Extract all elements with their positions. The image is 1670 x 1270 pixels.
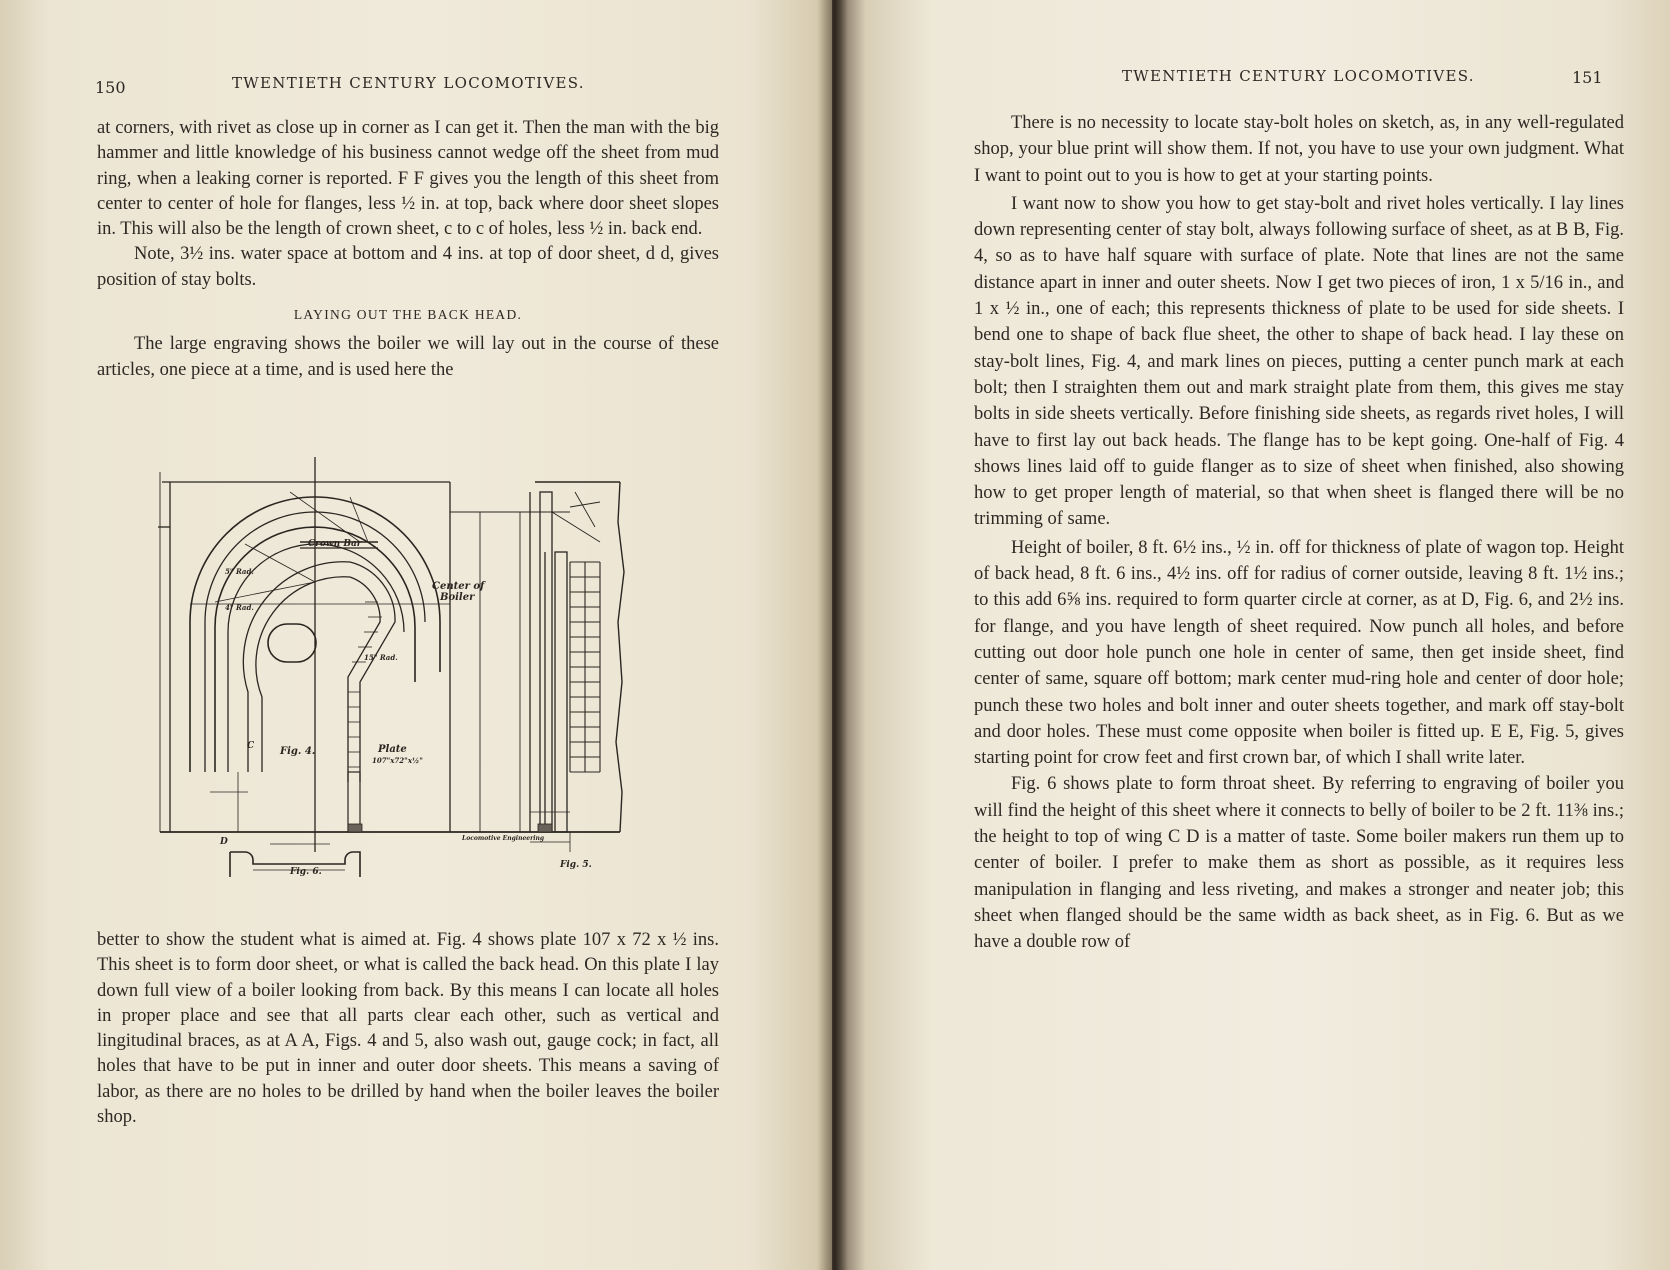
figure-label-rad2: 4" Rad. xyxy=(225,603,254,612)
right-text xyxy=(974,110,1624,956)
right-paragraph-2: I want now to show you how to get stay-bolt and rivet holes vertically. I lay lines down representing center of stay bolt, always following surface of sheet, as at B B, Fig. 4, so as to have half square with surface of plate. Note that lines are not the same distance apart in inner and outer sheets. Now I get two pieces of iron, 1 x 5/16 in., and 1 x ½ in., one of each; this represents thickness of plate to be used for side sheets. I bend one to shape of back flue sheet, the other to shape of back head. I lay these on stay-bolt lines, Fig. 4, and mark lines on pieces, putting a center punch mark at each bolt; then I straighten them out and mark straight plate from them, this gives me stay bolts in side sheets vertically. Before finishing side sheets, as regards rivet holes, I will have to first lay out back heads. The flange has to be kept going. One-half of Fig. 4 shows lines laid off to guide flanger as to size of sheet when finished, also showing how to get proper length of material, so that when sheet is flanged there will be no trimming of same. xyxy=(974,193,1624,530)
figure-label-fig5: Fig. 5. xyxy=(560,860,592,870)
figure-label-boiler: Boiler xyxy=(440,592,475,603)
figure-label-c: C xyxy=(247,741,255,751)
section-heading: LAYING OUT THE BACK HEAD. xyxy=(293,307,523,323)
left-text-top xyxy=(97,116,719,383)
left-page xyxy=(0,0,832,1270)
right-paragraph-1: There is no necessity to locate stay-bolt holes on sketch, as, in any well-regulated shop, your blue print will show them. If not, you have to use your own judgment. What I want to point out to you is how to get at your starting points. xyxy=(974,113,1624,186)
figure-label-plate-dims: 107"x72"x½" xyxy=(372,756,423,765)
left-page-number: 150 xyxy=(95,78,126,97)
boiler-back-head-figure xyxy=(150,452,670,892)
left-paragraph-4: better to show the student what is aimed at. Fig. 4 shows plate 107 x 72 x ½ ins. This sheet is to form door sheet, or what is called the back head. On this plate I lay down full view of a boiler looking from back. By this means I can locate all holes in proper place and see that all parts clear each other, such as vertical and lingitudinal braces, as at A A, Figs. 4 and 5, also wash out, gauge cock; in fact, all holes that have to be put in inner and outer door sheets. This means a saving of labor, as there are no holes to be drilled by hand when the boiler leaves the boiler shop. xyxy=(97,930,719,1128)
left-paragraph-3: The large engraving shows the boiler we will lay out in the course of these articles, one piece at a time, and is used here the xyxy=(97,334,719,380)
left-paragraph-2: Note, 3½ ins. water space at bottom and 4 ins. at top of door sheet, d d, gives position of stay bolts. xyxy=(97,244,719,290)
figure-label-center-of: Center of xyxy=(432,581,485,592)
book-gutter xyxy=(818,0,848,1270)
figure-label-credit: Locomotive Engineering xyxy=(462,835,545,842)
figure-label-rad3: 15" Rad. xyxy=(364,653,398,662)
right-running-head: TWENTIETH CENTURY LOCOMOTIVES. xyxy=(1122,67,1475,85)
figure-label-d: D xyxy=(220,837,228,847)
figure-label-rad1: 5" Rad. xyxy=(225,567,254,576)
figure-label-crown-bar: Crown Bar xyxy=(308,539,362,549)
right-page xyxy=(832,0,1670,1270)
right-page-number: 151 xyxy=(1572,68,1603,87)
figure-label-fig4: Fig. 4. xyxy=(280,746,316,757)
right-paragraph-3: Height of boiler, 8 ft. 6½ ins., ½ in. off for thickness of plate of wagon top. Height of back head, 8 ft. 6 ins., 4½ ins. off for radius of corner outside, leaving 8 ft. 1½ ins.; to this add 6⅝ ins. required to form quarter circle at corner, as at D, Fig. 6, and 2½ ins. for flange, and you have length of sheet required. Now punch all holes, and before cutting out door hole punch one hole in center of same, then get inside sheet, find center of same, square off bottom; mark center mud-ring hole and center of door hole; punch these two holes and bolt inner and outer sheets together, and mark off stay-bolt and door holes. These must come opposite when boiler is fitted up. E E, Fig. 5, gives starting point for crow feet and first crown bar, of which I shall write later. xyxy=(974,537,1624,769)
left-text-bottom xyxy=(97,928,719,1130)
figure-label-fig6: Fig. 6. xyxy=(290,867,322,877)
right-paragraph-4: Fig. 6 shows plate to form throat sheet. By referring to engraving of boiler you will find the height of this sheet where it connects to belly of boiler to be 2 ft. 11⅜ ins.; the height to top of wing C D is a matter of taste. Some boiler makers run them up to center of boiler. I prefer to make them as short as possible, as it requires less manipulation in flanging and less riveting, and makes a stronger and neater job; this sheet when flanged should be the same width as back sheet, as in Fig. 6. But as we have a double row of xyxy=(974,774,1624,953)
left-paragraph-1: at corners, with rivet as close up in corner as I can get it. Then the man with the big hammer and little knowledge of his business cannot wedge off the sheet from mud ring, when a leaking corner is reported. F F gives you the length of this sheet from center to center of hole for flanges, less ½ in. at top, back where door sheet slopes in. This will also be the length of crown sheet, c to c of holes, less ½ in. back end. xyxy=(97,118,719,240)
figure-label-plate: Plate xyxy=(378,744,407,755)
left-running-head: TWENTIETH CENTURY LOCOMOTIVES. xyxy=(232,74,585,92)
